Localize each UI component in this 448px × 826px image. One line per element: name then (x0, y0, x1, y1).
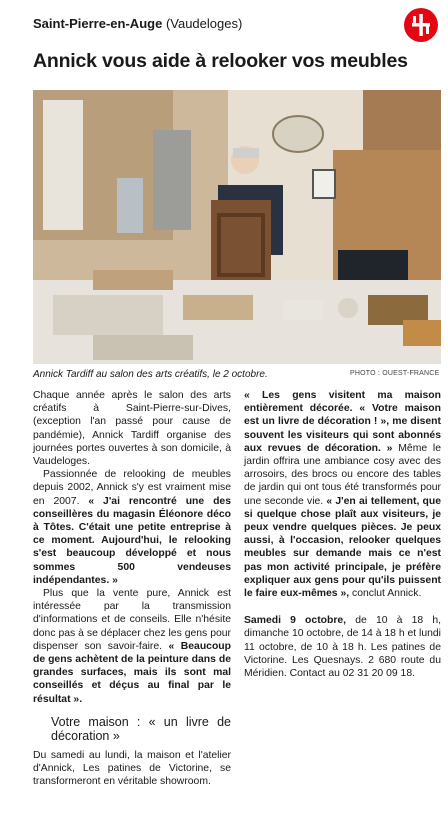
sublocation: (Vaudeloges) (165, 16, 243, 31)
paragraph-3-text: Plus que la vente pure, Annick est intéressée par la transmission d'informations et de conseils. Elle n'hésite donc pas à se déplacer chez les gens pour dispenser son savoir-faire. (33, 588, 231, 652)
photo-caption: Annick Tardiff au salon des arts créatifs, le 2 octobre. (33, 369, 268, 380)
paragraph-3-quote: « Beaucoup de gens achètent de la peinture dans de grandes surfaces, mais ils sont mal conseillés et déçus au final par le résultat ». (33, 640, 231, 705)
ouest-france-logo (404, 8, 438, 42)
dateline (33, 16, 242, 31)
paragraph-4-quote-1: « Les gens visitent ma maison entièrement décorée. « Votre maison est un livre de décoration ! », me disent souvent les visiteurs qui sont abonnés aux revues de décoration. » (244, 390, 441, 454)
article-column-1 (33, 389, 231, 788)
paragraph-4-quote-2: « J'en ai tellement, que si quelque chose plaît aux visiteurs, je peux vendre quelques pièces. Je peux aussi, à l'occasion, relooker quelques meubles sur demande mais ce n'est pas mon activité principale, je préfère expliquer aux gens pour qu'ils puissent le faire eux-mêmes », (244, 495, 441, 600)
practical-info-date: Samedi 9 octobre, (244, 615, 347, 627)
article-title: Annick vous aide à relooker vos meubles (33, 50, 408, 72)
photo-illustration (33, 90, 441, 364)
location-name: Saint-Pierre-en-Auge (33, 16, 163, 31)
paragraph-4-text: Du samedi au lundi, la maison et l'atelier d'Annick, Les patines de Victorine, se transformeront en véritable showroom. (33, 749, 231, 788)
paragraph-intro: Chaque année après le salon des arts créatifs à Saint-Pierre-sur-Dives, (exception l'an passé pour cause de pandémie), Annick Tardiff organise des journées portes ouvertes à son domicile, à Vaudeloges. (33, 390, 231, 468)
photo-credit: PHOTO : OUEST-FRANCE (350, 370, 440, 377)
paragraph-4-continued (244, 389, 441, 600)
paragraph-3 (33, 587, 231, 706)
practical-info (244, 614, 441, 680)
paragraph-2-text: Passionnée de relooking de meubles depuis 2002, Annick s'y est vraiment mise en 2007. (33, 469, 231, 507)
article-column-2 (244, 389, 441, 680)
article-photo (33, 90, 441, 364)
article-header (33, 10, 413, 50)
paragraph-4-start (33, 749, 231, 789)
paragraph-4-end: conclut Annick. (352, 588, 422, 600)
subheading: Votre maison : « un livre de décoration » (51, 714, 231, 743)
paragraph-4-text-2: Même le jardin offrira une ambiance cosy avec des arrosoirs, des brocs ou encore des tables de jardin qui ont tous été transformés pour une seconde vie. (244, 442, 442, 507)
paragraph-2-quote: « J'ai rencontré une des conseillères du magasin Éléonore déco à Tôtes. C'était une petite entreprise à ce moment. Aujourd'hui, le relooking s'est beaucoup développé et nous sommes 500 vendeuses indépendantes. » (33, 495, 231, 586)
practical-info-text: de 10 à 18 h, dimanche 10 octobre, de 14 à 18 h et lundi 11 octobre, de 10 à 18 h. Les patines de Victorine. Les Quesnays. 2 680 route du Méridien. Contact au 02 31 20 09 18. (244, 615, 441, 680)
paragraph-2 (33, 468, 231, 587)
